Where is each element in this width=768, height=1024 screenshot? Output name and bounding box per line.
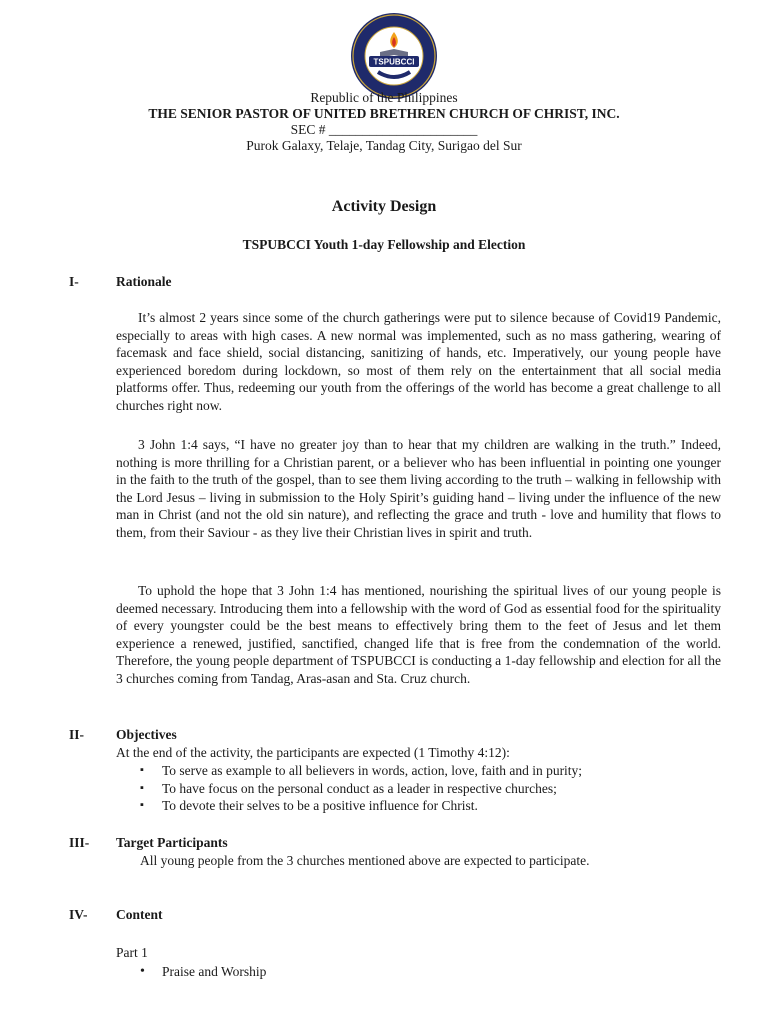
section-number-content: IV- — [69, 907, 88, 922]
sec-number-line: SEC # ______________________ — [290, 122, 478, 137]
rationale-paragraph-3: To uphold the hope that 3 John 1:4 has mentioned, nourishing the spiritual lives of our young people is deemed necessary. Introducing them into a fellowship with the word of God as essential food for the spirituality of every youngster could be the best means to effectively bring them to the feet of Jesus and let them experience a renewed, justified, sanctified, changed life that is free from the condemnation of the world. Therefore, the young people department of TSPUBCCI is conducting a 1-day fellowship and election for all the 3 churches coming from Tandag, Aras-asan and Sta. Cruz church. — [116, 583, 721, 686]
objectives-list — [140, 762, 582, 815]
section-title-objectives: Objectives — [116, 727, 177, 742]
list-item: ▪ To have focus on the personal conduct as a leader in respective churches; — [140, 780, 582, 798]
document-title: Activity Design — [331, 198, 437, 215]
section-title-rationale: Rationale — [116, 274, 172, 289]
participants-text: All young people from the 3 churches mentioned above are expected to participate. — [140, 853, 590, 868]
country-line: Republic of the Philippines — [310, 90, 458, 105]
content-part-list — [140, 963, 266, 981]
seal-banner-text: TSPUBCCI — [373, 57, 415, 67]
section-number-participants: III- — [69, 835, 90, 850]
rationale-paragraph-1: It’s almost 2 years since some of the church gatherings were put to silence because of Covid19 Pandemic, especially to areas with high cases. A new normal was implemented, such as no mass gathering, wearing of facemask and face shield, social distancing, sanitizing of hands, etc. Imperatively, our young people have experienced boredom during lockdown, so most of them rely on the entertainment that all social media platforms offer. Thus, redeeming our youth from the offerings of the world has become a great challenge to all churches right now. — [116, 310, 721, 413]
section-title-participants: Target Participants — [116, 835, 228, 850]
address-line: Purok Galaxy, Telaje, Tandag City, Surigao del Sur — [246, 138, 522, 153]
organization-name: THE SENIOR PASTOR OF UNITED BRETHREN CHURCH OF CHRIST, INC. — [148, 106, 620, 121]
list-item: ▪ To serve as example to all believers in words, action, love, faith and in purity; — [140, 762, 582, 780]
section-number-objectives: II- — [69, 727, 85, 742]
content-part-label: Part 1 — [116, 945, 148, 960]
tspubcci-seal-logo — [350, 12, 438, 100]
section-number-rationale: I- — [69, 274, 79, 289]
rationale-paragraph-2: 3 John 1:4 says, “I have no greater joy than to hear that my children are walking in the truth.” Indeed, nothing is more thrilling for a Christian parent, or a believer who has been influential in pointing one younger in the faith to the truth of the gospel, than to see them living according to the truth – walking in fellowship with the Lord Jesus – living in submission to the Holy Spirit’s guiding hand – living under the influence of the new man in Christ (and not the old sin nature), and reflecting the grace and truth - love and humility that flows to them, from their Saviour - as they live their Christian lives in spirit and truth. — [116, 437, 721, 540]
objectives-intro: At the end of the activity, the participants are expected (1 Timothy 4:12): — [116, 745, 510, 760]
document-subtitle: TSPUBCCI Youth 1-day Fellowship and Election — [242, 237, 526, 252]
list-item: ▪ To devote their selves to be a positive influence for Christ. — [140, 797, 582, 815]
section-title-content: Content — [116, 907, 163, 922]
list-item: • Praise and Worship — [140, 963, 266, 981]
